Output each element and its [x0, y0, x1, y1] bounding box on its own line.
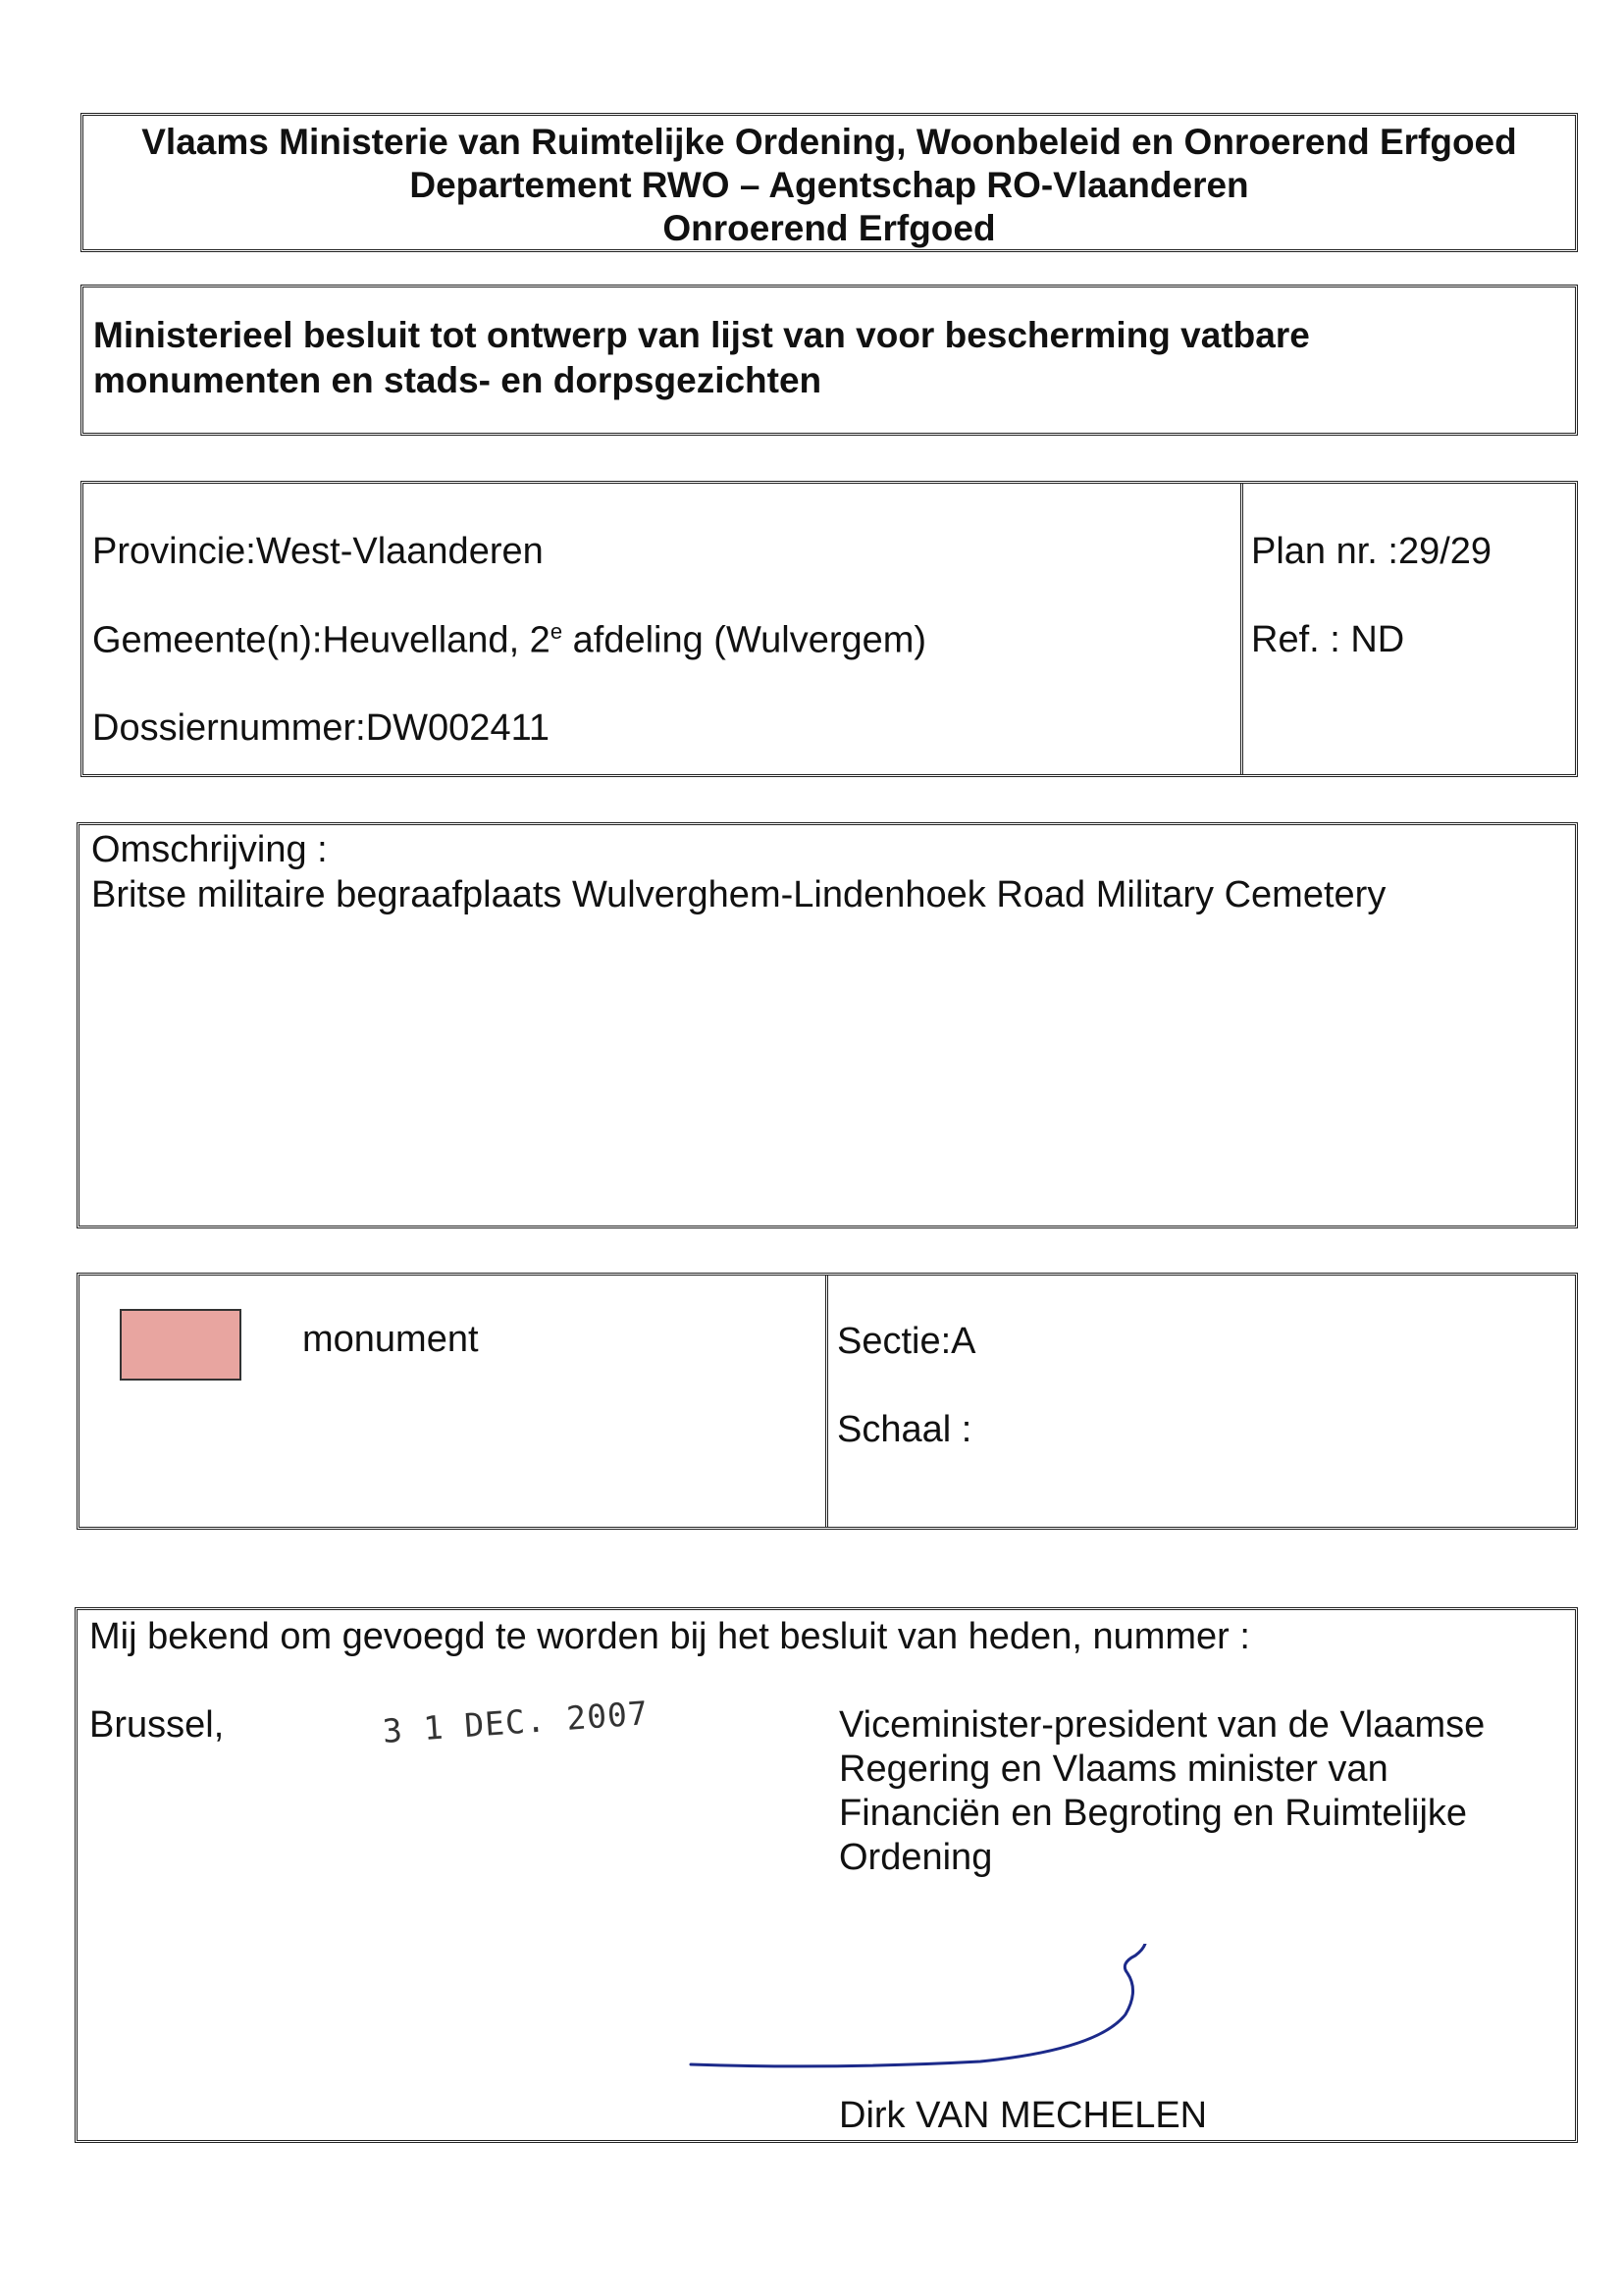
legend-label: monument: [302, 1319, 479, 1360]
monument-swatch: [120, 1309, 241, 1381]
description-label: Omschrijving :: [91, 829, 328, 870]
minister-title-line2: Regering en Vlaams minister van: [839, 1748, 1388, 1790]
date-stamp: 3 1 DEC. 2007: [381, 1694, 650, 1750]
scale-field: Schaal :: [837, 1409, 972, 1450]
description-text: Britse militaire begraafplaats Wulverghem-Lindenhoek Road Military Cemetery: [91, 874, 1387, 915]
header-ministry: Vlaams Ministerie van Ruimtelijke Ordening, Woonbeleid en Onroerend Erfgoed: [141, 122, 1517, 162]
description-box: [77, 822, 1578, 1228]
place-label: Brussel,: [89, 1704, 225, 1746]
legend-box: [77, 1273, 1578, 1530]
legend-divider: [825, 1276, 828, 1527]
header-agency: Onroerend Erfgoed: [662, 208, 996, 248]
header-department: Departement RWO – Agentschap RO-Vlaanderen: [409, 165, 1249, 205]
handwritten-signature: [686, 1944, 1235, 2091]
minister-title-line3: Financiën en Begroting en Ruimtelijke: [839, 1793, 1468, 1834]
info-divider: [1240, 484, 1243, 774]
section-field: Sectie:A: [837, 1321, 976, 1362]
attestation-text: Mij bekend om gevoegd te worden bij het besluit van heden, nummer :: [89, 1616, 1250, 1657]
municipality-superscript: e: [550, 619, 563, 644]
decree-title-line1: Ministerieel besluit tot ontwerp van lijst van voor bescherming vatbare: [93, 315, 1310, 355]
municipality-prefix: Gemeente(n):Heuvelland, 2: [92, 619, 550, 661]
municipality-field: [92, 619, 926, 662]
decree-title-box: [80, 285, 1578, 436]
dossier-number: Dossiernummer:DW002411: [92, 707, 550, 749]
province-field: Provincie:West-Vlaanderen: [92, 531, 544, 572]
minister-title-line4: Ordening: [839, 1837, 993, 1878]
decree-title-line2: monumenten en stads- en dorpsgezichten: [93, 360, 822, 400]
reference: Ref. : ND: [1251, 619, 1405, 660]
plan-number: Plan nr. :29/29: [1251, 531, 1492, 572]
minister-title-line1: Viceminister-president van de Vlaamse: [839, 1704, 1486, 1746]
municipality-suffix: afdeling (Wulvergem): [562, 619, 927, 661]
info-box: [80, 481, 1578, 777]
header-box: [80, 113, 1578, 252]
signature-stroke: [691, 1944, 1145, 2066]
signatory-name: Dirk VAN MECHELEN: [839, 2095, 1208, 2136]
signature-box: [75, 1607, 1578, 2143]
